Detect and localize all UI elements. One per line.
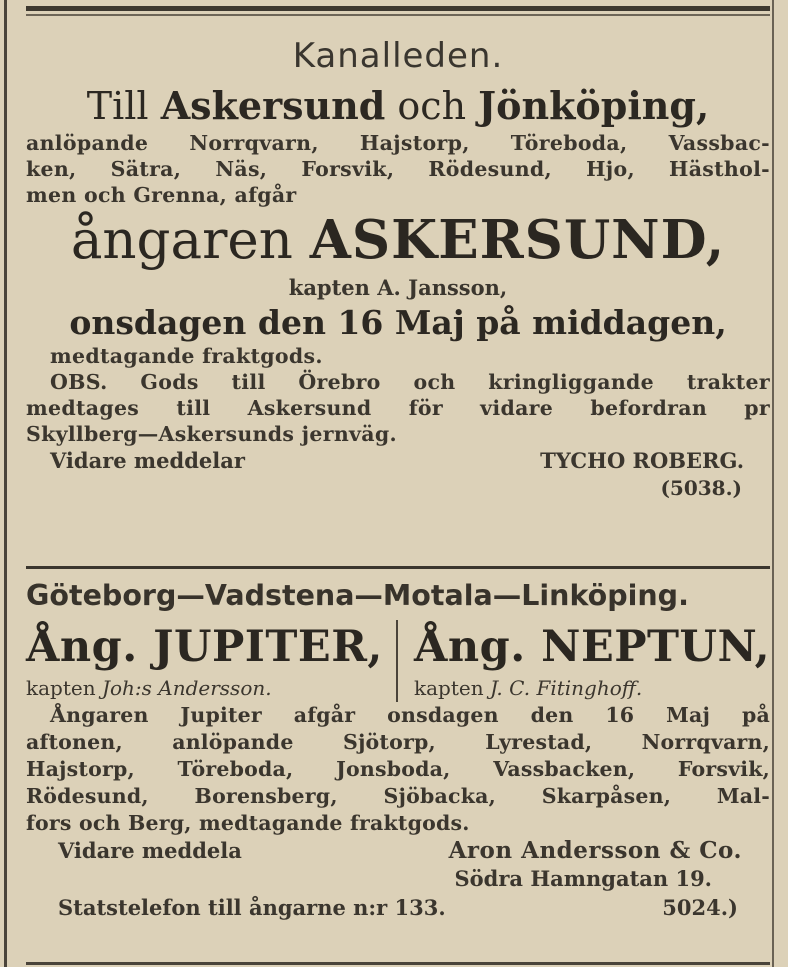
body-line-5: fors och Berg, medtagande fraktgods. [26,811,470,835]
ship-jupiter [26,620,398,702]
signature-row [26,447,770,475]
route-conj: och [397,84,467,128]
route-line [26,82,770,130]
route-place-jonkoping: Jönköping, [478,83,710,128]
ship-neptun [398,620,770,702]
signature-firm: Aron Andersson & Co. [448,837,742,864]
ship-prefix: ångaren [70,210,293,271]
signature-label: Vidare meddelar [50,448,245,473]
ship-name: ASKERSUND, [309,209,726,271]
departure-date: onsdagen den 16 Maj på middagen, [69,303,727,342]
note-line-3: Skyllberg—Askersunds jernväg. [26,422,397,446]
captain-line: kapten A. Jansson, [288,275,508,300]
separator-rule [26,566,770,569]
stops-line-1: anlöpande Norrqvarn, Hajstorp, Töreboda, Vassbac- [26,131,770,155]
note-line-1: OBS. Gods till Örebro och kringliggande trakter [50,370,770,394]
captain-prefix: kapten [26,676,96,700]
ships-row [26,620,770,702]
captain-name: Joh:s Andersson. [101,676,272,700]
top-rule [26,6,770,11]
ship-jupiter-name: Ång. JUPITER, [26,622,383,672]
note-line-2: medtages till Askersund för vidare befordran pr [26,396,770,420]
ship-line [26,208,770,273]
body-line-2: aftonen, anlöpande Sjötorp, Lyrestad, Norrqvarn, [26,730,770,754]
reference-number: 5024.) [662,895,738,920]
stops-line-2: ken, Sätra, Näs, Forsvik, Rödesund, Hjo, Hästhol- [26,157,770,181]
ship-neptun-name: Ång. NEPTUN, [414,622,771,672]
ad-heading: Kanalleden. [292,36,504,76]
body-line-3: Hajstorp, Töreboda, Jonsboda, Vassbacken, Forsvik, [26,757,770,781]
captain-prefix: kapten [414,676,484,700]
route-prefix: Till [86,84,149,128]
advertisement-askersund [26,30,770,501]
signature-name: TYCHO ROBERG. [540,448,744,473]
bottom-rule [26,962,770,965]
ship-jupiter-captain [26,674,388,702]
left-border [4,0,7,967]
signature-label: Vidare meddela [58,838,242,863]
advertisement-goteborg-linkoping [26,574,770,923]
ship-neptun-captain [414,674,770,702]
body-line-4: Rödesund, Borensberg, Sjöbacka, Skarpåsen, Mal- [26,784,770,808]
body-line-1: Ångaren Jupiter afgår onsdagen den 16 Maj på [50,703,770,727]
phone-row [26,893,770,923]
cargo-line: medtagande fraktgods. [50,344,323,368]
stops-line-3: men och Grenna, afgår [26,183,297,207]
phone-text: Statstelefon till ångarne n:r 133. [58,895,446,920]
reference-number: (5038.) [660,476,742,500]
signature-row [26,837,770,865]
route-place-askersund: Askersund [160,83,386,128]
address: Södra Hamngatan 19. [454,866,712,891]
top-rule-thin [26,14,770,16]
route-heading: Göteborg—Vadstena—Motala—Linköping. [26,579,689,612]
captain-name: J. C. Fitinghoff. [489,676,643,700]
right-border [772,0,774,967]
